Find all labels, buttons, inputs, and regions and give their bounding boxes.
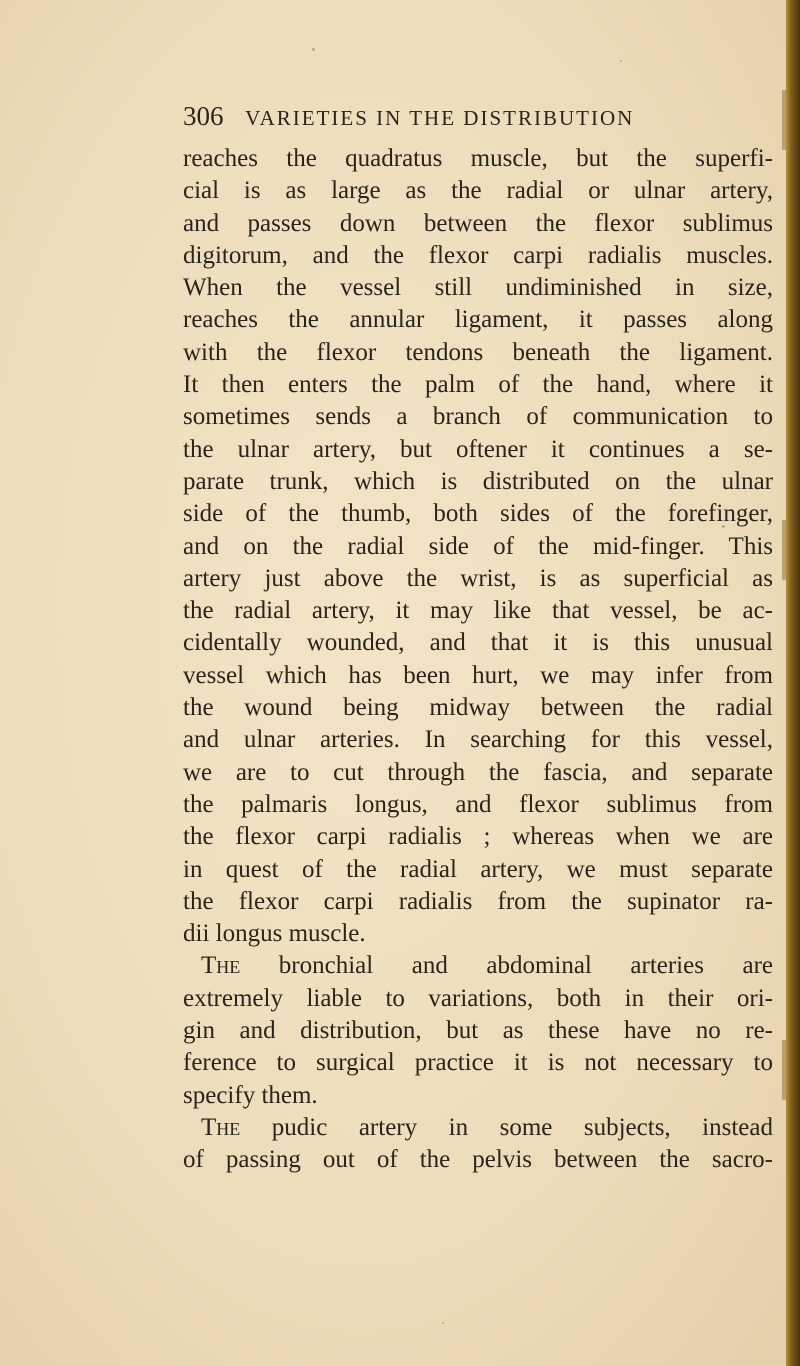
text-line: the palmaris longus, and flexor sublimus from (183, 790, 773, 818)
text-line: parate trunk, which is distributed on the ulnar (183, 467, 773, 495)
text-line: When the vessel still undiminished in size, (183, 274, 773, 302)
paragraph-lead-rest: pudic artery in some subjects, instead (271, 1113, 773, 1141)
page-edge-shadow (782, 1040, 786, 1100)
text-line: digitorum, and the flexor carpi radialis muscles. (183, 241, 773, 269)
text-line: ference to surgical practice it is not necessary to (183, 1049, 773, 1077)
paragraph-first-line (183, 1112, 773, 1144)
paper-speck (442, 1322, 444, 1324)
text-line: in quest of the radial artery, we must separate (183, 855, 773, 883)
text-line: extremely liable to variations, both in their ori- (183, 984, 773, 1012)
text-line: side of the thumb, both sides of the forefinger, (183, 500, 773, 528)
text-line: specify them. (183, 1081, 318, 1109)
text-line: It then enters the palm of the hand, where it (183, 371, 773, 399)
text-line: vessel which has been hurt, we may infer from (183, 661, 773, 689)
paragraph-lead-rest: bronchial and abdominal arteries are (278, 952, 773, 980)
text-line: reaches the quadratus muscle, but the superfi- (183, 145, 773, 172)
text-line: the radial artery, it may like that vessel, be ac- (183, 597, 773, 625)
page-edge-binding (786, 0, 800, 1366)
running-head (183, 101, 783, 141)
paragraph-lead: The (201, 1113, 241, 1141)
text-line: the flexor carpi radialis from the supinator ra- (183, 887, 773, 915)
paragraph-first-line (183, 950, 773, 982)
text-line: reaches the annular ligament, it passes along (183, 306, 773, 334)
text-line: the ulnar artery, but oftener it continues a se- (183, 435, 773, 463)
text-line: the wound being midway between the radial (183, 694, 773, 722)
paragraph-lead: The (201, 952, 241, 980)
text-line: with the flexor tendons beneath the ligament. (183, 338, 773, 366)
text-line: gin and distribution, but as these have no re- (183, 1017, 773, 1045)
page-number: 306 (183, 101, 224, 131)
paper-speck (312, 48, 315, 51)
text-line: cidentally wounded, and that it is this unusual (183, 629, 773, 657)
page-edge-shadow (782, 520, 786, 580)
text-line: dii longus muscle. (183, 920, 366, 948)
text-line: of passing out of the pelvis between the sacro- (183, 1146, 773, 1174)
text-line: and passes down between the flexor sublimus (183, 209, 773, 237)
text-line: sometimes sends a branch of communication to (183, 403, 773, 431)
running-title: VARIETIES IN THE DISTRIBUTION (245, 106, 635, 130)
paper-speck (620, 60, 622, 62)
text-line: we are to cut through the fascia, and separate (183, 758, 773, 786)
text-line: cial is as large as the radial or ulnar artery, (183, 177, 773, 205)
body-text (183, 143, 773, 1177)
text-line: and ulnar arteries. In searching for this vessel, (183, 726, 773, 754)
text-line: and on the radial side of the mid-finger. This (183, 532, 773, 560)
text-line: the flexor carpi radialis ; whereas when we are (183, 823, 773, 851)
text-line: artery just above the wrist, is as superficial as (183, 564, 773, 592)
